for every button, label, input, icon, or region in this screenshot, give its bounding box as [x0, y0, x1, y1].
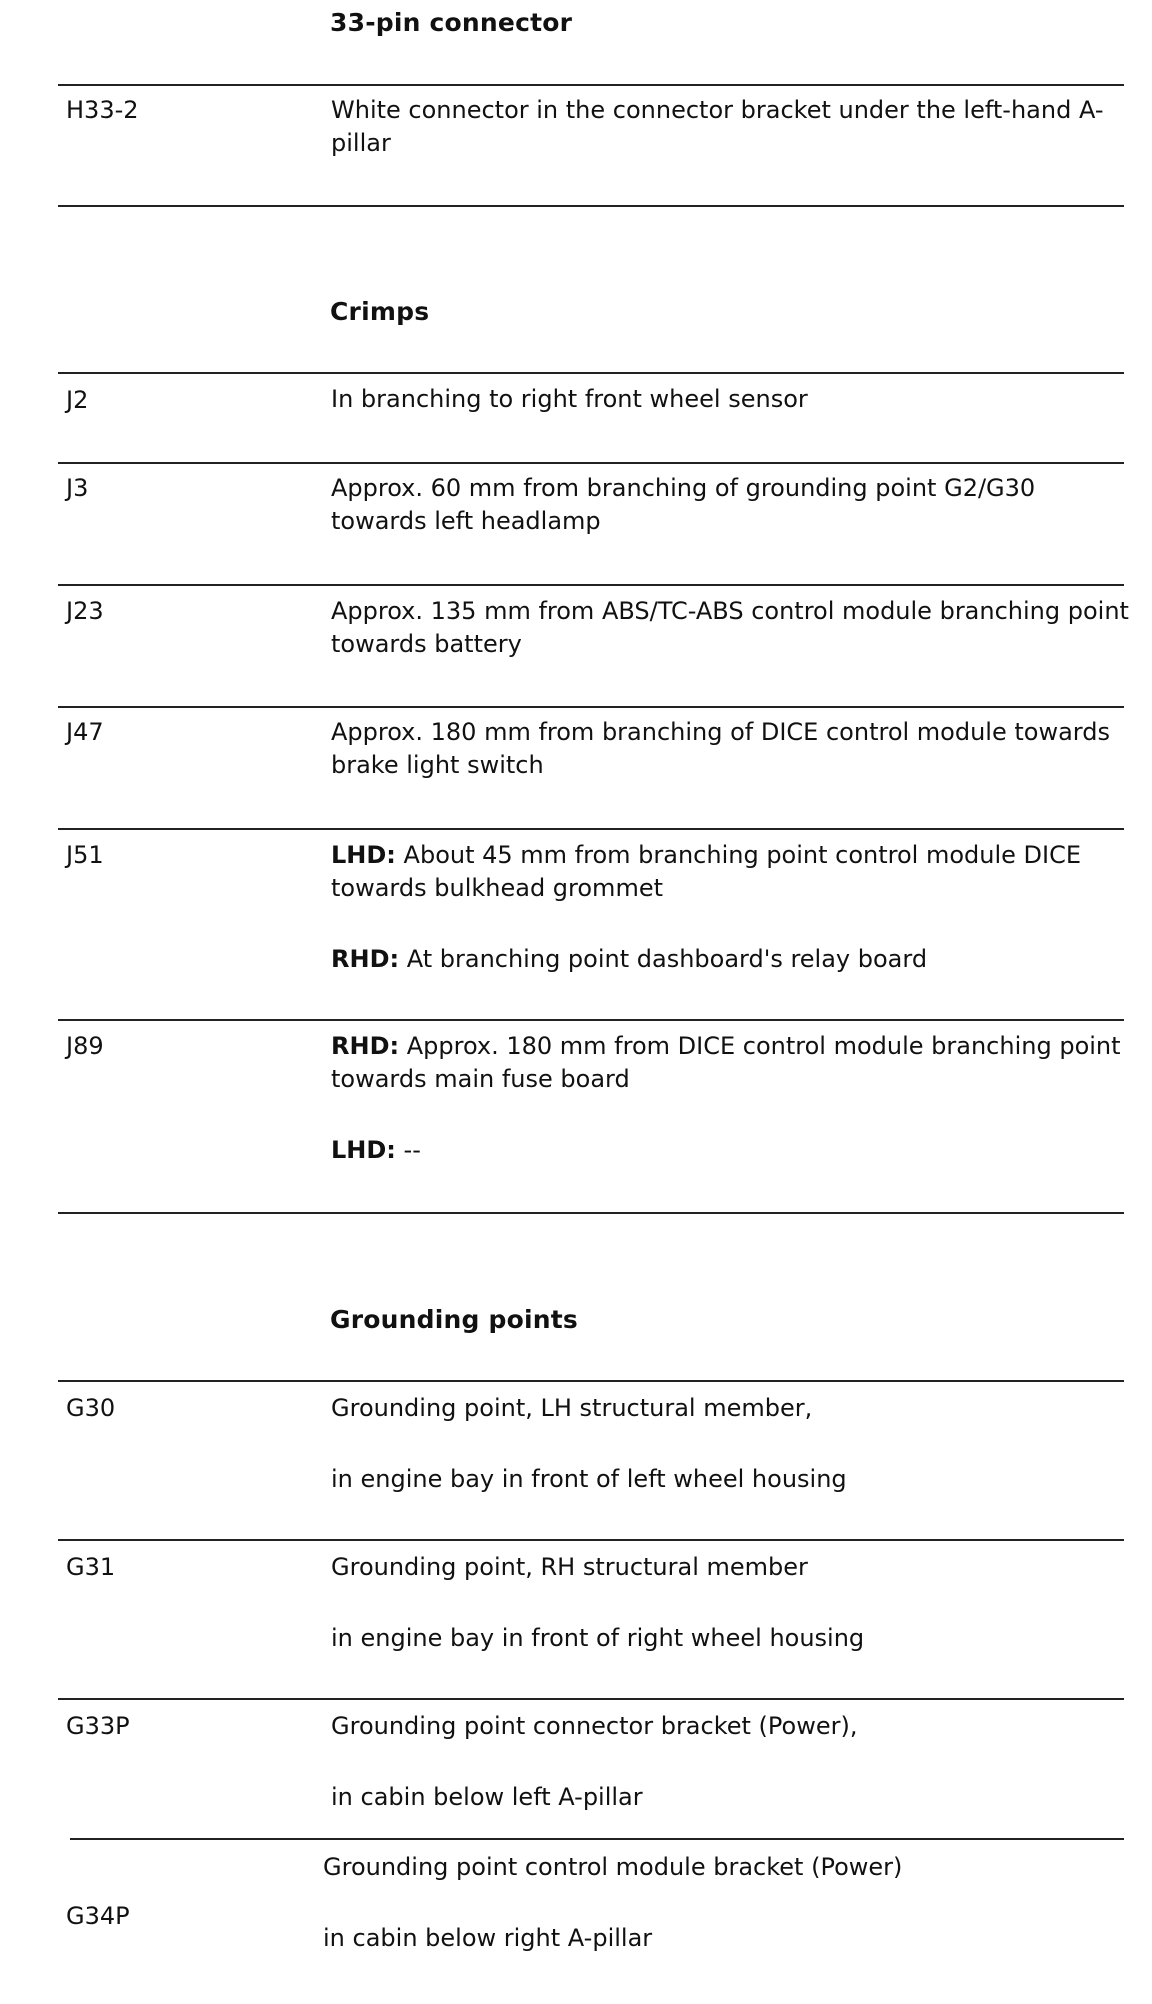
description-prefix: RHD:: [331, 1032, 400, 1060]
description-paragraph: Grounding point, LH structural member,: [331, 1394, 813, 1422]
row-code-g34p: G34P: [66, 1902, 130, 1930]
table-rule: [58, 706, 1124, 708]
row-description-g33p: [331, 1710, 1131, 1814]
table-rule: [58, 1698, 1124, 1700]
description-paragraph: Grounding point control module bracket (Power): [323, 1853, 903, 1881]
description-paragraph: Approx. 180 mm from branching of DICE control module towards brake light switch: [331, 718, 1110, 779]
table-rule: [58, 372, 1124, 374]
table-rule: [58, 462, 1124, 464]
description-text: At branching point dashboard's relay board: [399, 945, 928, 973]
row-code-g31: G31: [66, 1553, 116, 1581]
row-description-g31: [331, 1551, 1131, 1655]
description-paragraph: in cabin below left A-pillar: [331, 1783, 643, 1811]
description-paragraph: in cabin below right A-pillar: [323, 1924, 653, 1952]
row-description-h33-2: [331, 94, 1131, 160]
table-rule: [58, 1212, 1124, 1214]
description-paragraph: [331, 1134, 1131, 1167]
row-code-j89: J89: [66, 1032, 104, 1060]
row-code-h33-2: H33-2: [66, 96, 139, 124]
description-paragraph: In branching to right front wheel sensor: [331, 385, 808, 413]
description-paragraph: Grounding point connector bracket (Power),: [331, 1712, 858, 1740]
description-paragraph: White connector in the connector bracket under the left-hand A-pillar: [331, 96, 1104, 157]
description-prefix: RHD:: [331, 945, 400, 973]
section-heading-grounding-points: Grounding points: [330, 1305, 578, 1334]
table-rule: [70, 1838, 1124, 1840]
row-code-g33p: G33P: [66, 1712, 130, 1740]
description-paragraph: in engine bay in front of left wheel housing: [331, 1465, 847, 1493]
row-description-g34p: [323, 1851, 1123, 1955]
row-description-j3: [331, 472, 1131, 538]
table-rule: [58, 205, 1124, 207]
table-rule: [58, 584, 1124, 586]
row-description-g30: [331, 1392, 1131, 1496]
row-description-j89: [331, 1030, 1131, 1167]
table-rule: [58, 1380, 1124, 1382]
description-paragraph: Grounding point, RH structural member: [331, 1553, 808, 1581]
row-code-j23: J23: [66, 597, 104, 625]
description-text: --: [395, 1136, 421, 1164]
description-text: Approx. 180 mm from DICE control module branching point towards main fuse board: [331, 1032, 1121, 1093]
description-paragraph: [331, 839, 1131, 905]
row-code-j3: J3: [66, 474, 89, 502]
table-rule: [58, 84, 1124, 86]
section-heading-33-pin-connector: 33-pin connector: [330, 8, 573, 37]
table-rule: [58, 1539, 1124, 1541]
row-code-j2: J2: [66, 386, 89, 414]
row-description-j2: [331, 383, 1131, 416]
description-prefix: LHD:: [331, 841, 396, 869]
description-text: About 45 mm from branching point control module DICE towards bulkhead grommet: [331, 841, 1082, 902]
description-paragraph: [331, 1030, 1131, 1096]
section-heading-crimps: Crimps: [330, 297, 430, 326]
row-description-j47: [331, 716, 1131, 782]
description-paragraph: [331, 943, 1131, 976]
description-paragraph: Approx. 60 mm from branching of grounding point G2/G30 towards left headlamp: [331, 474, 1036, 535]
table-rule: [58, 828, 1124, 830]
row-code-j47: J47: [66, 718, 104, 746]
description-paragraph: Approx. 135 mm from ABS/TC-ABS control module branching point towards battery: [331, 597, 1129, 658]
row-description-j51: [331, 839, 1131, 976]
description-prefix: LHD:: [331, 1136, 396, 1164]
row-description-j23: [331, 595, 1131, 661]
table-rule: [58, 1019, 1124, 1021]
description-paragraph: in engine bay in front of right wheel housing: [331, 1624, 865, 1652]
row-code-g30: G30: [66, 1394, 116, 1422]
row-code-j51: J51: [66, 841, 104, 869]
